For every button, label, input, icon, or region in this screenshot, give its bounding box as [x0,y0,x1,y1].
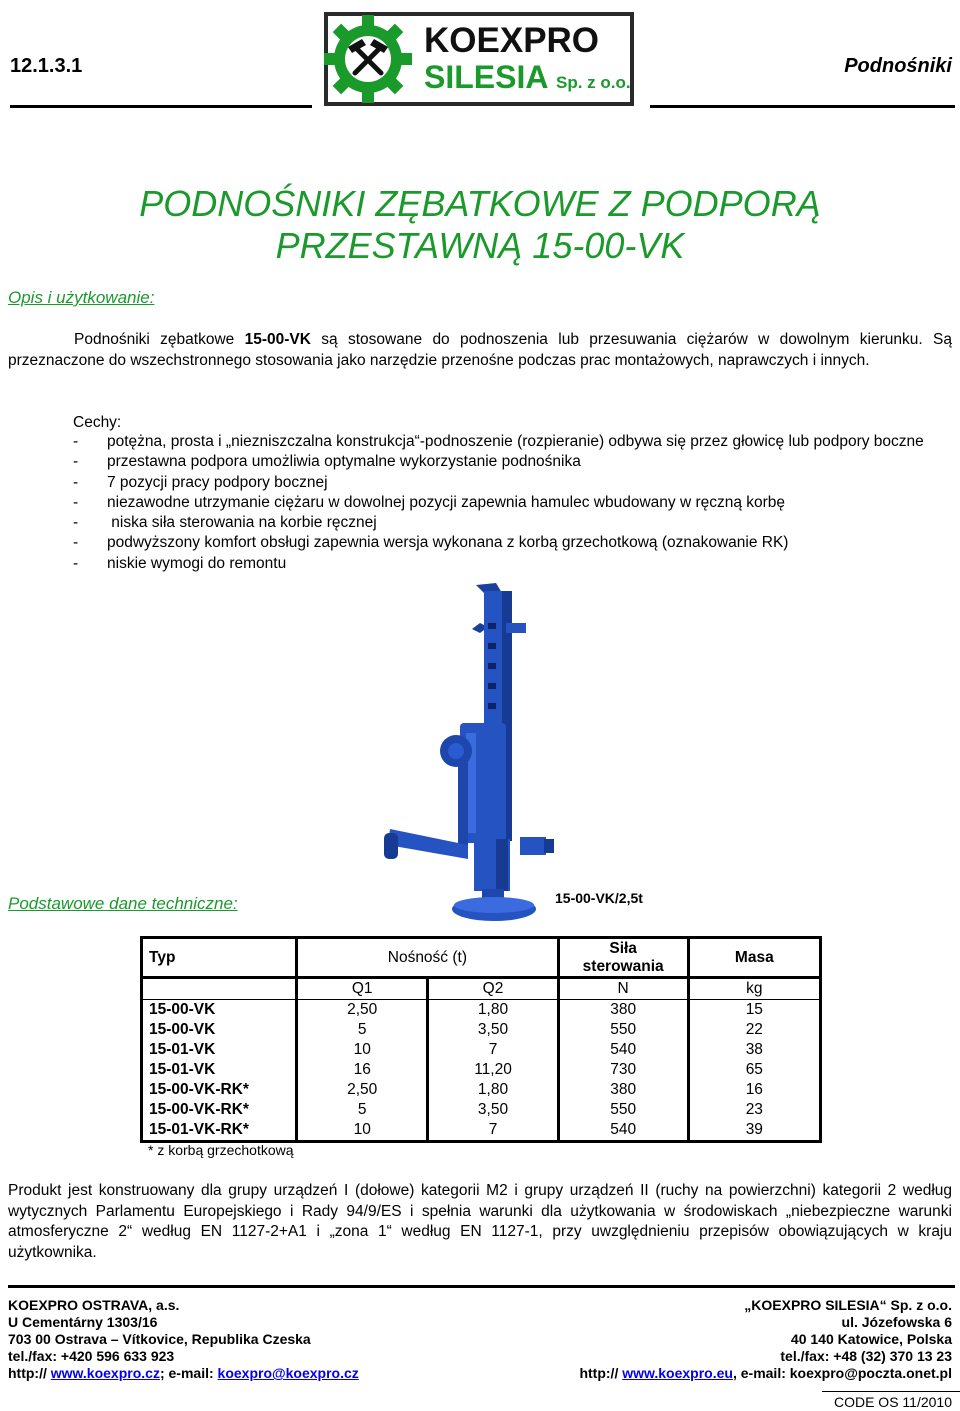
footer-left-city: 703 00 Ostrava – Vítkovice, Republika Czeska [8,1331,311,1347]
koexpro-cz-email-link[interactable]: koexpro@koexpro.cz [217,1365,359,1381]
unit-q1: Q1 [297,978,428,1000]
koexpro-logo [322,10,636,108]
feature-item: - podwyższony komfort obsługi zapewnia wersja wykonana z korbą grzechotkową (oznakowanie RK) [73,534,789,552]
feature-item: - niska siła sterowania na korbie ręcznej [73,514,377,532]
table-row: 15-01-VK-RK* 10 7 540 39 [142,1120,821,1142]
logo-silesia-text: SILESIA [424,59,549,95]
unit-n: N [558,978,688,1000]
spec-table [140,936,822,1143]
doc-category: Podnośniki [844,55,952,77]
page-title-line-1: PODNOŚNIKI ZĘBATKOWE Z PODPORĄ [139,183,821,224]
table-row: 15-00-VK-RK* 5 3,50 550 23 [142,1100,821,1120]
footer-left [8,1297,359,1382]
footer-right-tel: tel./fax: +48 (32) 370 13 23 [780,1348,952,1364]
unit-kg: kg [688,978,820,1000]
footer-left-name: KOEXPRO OSTRAVA, a.s. [8,1297,180,1313]
table-row: 15-01-VK 16 11,20 730 65 [142,1060,821,1080]
col-nosnosc: Nośność (t) [297,938,559,978]
feature-item: - 7 pozycji pracy podpory bocznej [73,473,328,491]
header-rule-left [10,105,312,108]
logo-koexpro-text: KOEXPRO [424,21,600,60]
koexpro-cz-link[interactable]: www.koexpro.cz [50,1365,160,1381]
col-typ: Typ [142,938,297,978]
code-rule [822,1391,960,1392]
spec-header-row [142,938,821,978]
table-footnote: * z korbą grzechotkową [148,1142,294,1158]
document-code: CODE OS 11/2010 [833,1394,952,1410]
table-row: 15-00-VK 5 3,50 550 22 [142,1020,821,1040]
compliance-paragraph: Produkt jest konstruowany dla grupy urządzeń I (dołowe) kategorii M2 i grupy urządzeń II (ruchy na powierzchni) kategorii 2 według wytycznych Parlamentu Europejskiego i Rady 94/9/ES i spełnia warunki dla użytkowania w środowiskach „niebezpieczne warunki atmosferyczne 2“ według EN 1127-2+A1 i „zona 1“ według EN 1127-1, przy uwzględnieniu przepisów obowiązujących w kraju użytkownika. [8,1182,952,1261]
footer-right-street: ul. Józefowska 6 [841,1314,952,1330]
page-title-line-2: PRZESTAWNĄ 15-00-VK [275,225,685,266]
col-sila: Siła sterowania [558,938,688,978]
model-label: 15-00-VK/2,5t [555,890,643,906]
table-row: 15-01-VK 10 7 540 38 [142,1040,821,1060]
footer-right-contact: http:// www.koexpro.eu, e-mail: koexpro@poczta.onet.pl [579,1365,952,1381]
feature-item: - niskie wymogi do remontu [73,554,287,572]
col-masa: Masa [688,938,820,978]
footer-left-street: U Cementárny 1303/16 [8,1314,158,1330]
table-row: 15-00-VK 2,50 1,80 380 15 [142,1000,821,1021]
unit-q2: Q2 [428,978,558,1000]
description-heading: Opis i użytkowanie: [8,288,155,307]
header-rule-right [650,105,955,108]
footer-left-contact: http:// www.koexpro.cz; e-mail: koexpro@koexpro.cz [8,1365,359,1381]
tech-heading: Podstawowe dane techniczne: [8,894,238,913]
description-paragraph: Podnośniki zębatkowe 15-00-VK są stosowane do podnoszenia lub przesuwania ciężarów w dowolnym kierunku. Są przeznaczone do wszechstronnego stosowania jako narzędzie przenośne podczas prac montażowych, naprawczych i innych. [8,331,952,369]
feature-item: - niezawodne utrzymanie ciężaru w dowolnej pozycji zapewnia hamulec wbudowany w ręczną korbę [73,493,786,511]
feature-item: - potężna, prosta i „niezniszczalna konstrukcja“-podnoszenie (rozpieranie) odbywa się przez głowicę lub podpory boczne [73,433,924,450]
footer-rule [8,1285,955,1288]
logo-suffix-text: Sp. z o.o. [556,73,631,92]
features-heading: Cechy: [73,414,122,431]
footer-right-city: 40 140 Katowice, Polska [790,1331,952,1347]
feature-item: - przestawna podpora umożliwia optymalne wykorzystanie podnośnika [73,453,581,471]
footer-right-name: „KOEXPRO SILESIA“ Sp. z o.o. [744,1297,952,1313]
table-row: 15-00-VK-RK* 2,50 1,80 380 16 [142,1080,821,1100]
doc-number: 12.1.3.1 [10,55,83,77]
features-list [73,432,953,574]
rack-jack-image [384,583,562,925]
footer-right [579,1297,952,1382]
spec-units-row [142,978,821,1000]
koexpro-eu-link[interactable]: www.koexpro.eu [622,1365,733,1381]
footer-left-tel: tel./fax: +420 596 633 923 [8,1348,175,1364]
